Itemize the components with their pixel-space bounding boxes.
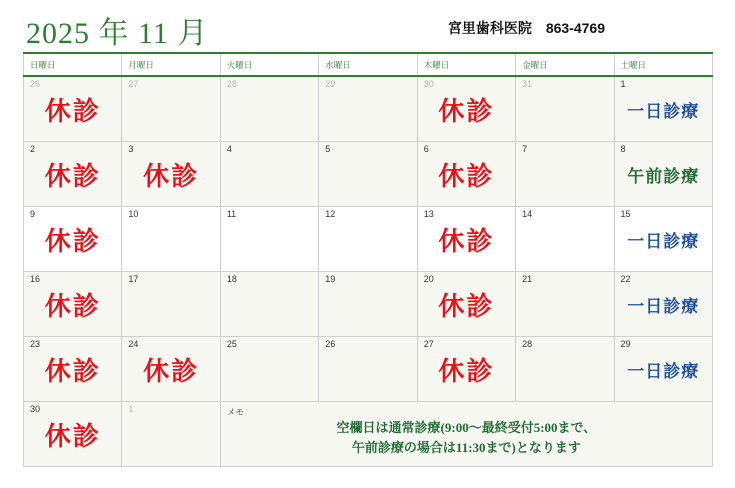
day-status-closed: 休診 xyxy=(44,227,101,256)
calendar-day-cell[interactable] xyxy=(220,142,318,207)
day-number: 23 xyxy=(30,339,41,349)
day-status-closed: 休診 xyxy=(44,357,101,386)
day-status-closed: 休診 xyxy=(438,292,495,321)
day-number: 27 xyxy=(423,339,434,349)
day-number: 28 xyxy=(522,339,533,349)
day-number: 5 xyxy=(325,144,331,154)
calendar-day-cell[interactable] xyxy=(319,207,417,272)
day-number: 10 xyxy=(128,209,139,219)
day-number: 16 xyxy=(30,274,41,284)
calendar-day-cell[interactable] xyxy=(220,272,318,337)
day-number: 11 xyxy=(226,209,237,219)
calendar-day-cell[interactable] xyxy=(122,207,220,272)
day-number: 26 xyxy=(325,339,336,349)
calendar-week-row-last xyxy=(24,402,713,467)
day-number: 30 xyxy=(30,404,41,414)
calendar-week-row xyxy=(24,142,713,207)
calendar-day-cell[interactable] xyxy=(319,337,417,402)
page-title: 2025 年 11 月 xyxy=(26,17,209,50)
calendar-day-cell[interactable] xyxy=(417,272,515,337)
calendar-day-cell[interactable] xyxy=(417,207,515,272)
calendar-day-cell[interactable] xyxy=(417,337,515,402)
weekday-header-friday: 金曜日 xyxy=(516,53,614,76)
calendar-day-cell[interactable] xyxy=(24,207,122,272)
calendar-week-row xyxy=(24,76,713,142)
weekday-header-saturday: 土曜日 xyxy=(614,53,712,76)
calendar-week-row xyxy=(24,207,713,272)
calendar-day-cell[interactable] xyxy=(220,337,318,402)
day-number: 26 xyxy=(30,79,41,89)
day-status-closed: 休診 xyxy=(438,227,495,256)
day-number: 31 xyxy=(522,79,533,89)
calendar-day-cell[interactable] xyxy=(614,337,712,402)
calendar-day-cell[interactable] xyxy=(614,207,712,272)
day-number: 27 xyxy=(128,79,139,89)
calendar-day-cell[interactable] xyxy=(220,76,318,142)
day-status-closed: 休診 xyxy=(438,162,495,191)
calendar-day-cell[interactable] xyxy=(122,142,220,207)
hours-note xyxy=(221,418,712,458)
weekday-header-thursday: 木曜日 xyxy=(417,53,515,76)
calendar-day-cell[interactable] xyxy=(24,272,122,337)
day-status-fullday: 一日診療 xyxy=(627,362,700,381)
day-number: 21 xyxy=(522,274,533,284)
calendar-day-cell[interactable] xyxy=(417,76,515,142)
calendar-day-cell[interactable] xyxy=(220,207,318,272)
calendar-day-cell[interactable] xyxy=(122,337,220,402)
calendar-day-cell[interactable] xyxy=(319,142,417,207)
day-number: 15 xyxy=(620,209,631,219)
day-number: 29 xyxy=(325,79,336,89)
day-status-closed: 休診 xyxy=(44,292,101,321)
calendar-day-cell[interactable] xyxy=(417,142,515,207)
calendar-table xyxy=(23,52,713,467)
weekday-header-tuesday: 火曜日 xyxy=(220,53,318,76)
day-status-closed: 休診 xyxy=(44,162,101,191)
calendar-day-cell[interactable] xyxy=(614,76,712,142)
day-status-fullday: 一日診療 xyxy=(627,102,700,121)
day-number: 14 xyxy=(522,209,533,219)
page-header xyxy=(0,0,735,52)
day-number: 19 xyxy=(325,274,336,284)
calendar-day-cell[interactable] xyxy=(516,207,614,272)
calendar-day-cell[interactable] xyxy=(516,272,614,337)
weekday-header-row xyxy=(24,53,713,76)
hours-note-line2: 午前診療の場合は11:30まで)となります xyxy=(351,440,581,455)
day-number: 18 xyxy=(226,274,237,284)
day-status-closed: 休診 xyxy=(143,357,200,386)
memo-label: メモ xyxy=(226,407,244,417)
calendar-day-cell[interactable] xyxy=(122,76,220,142)
day-status-closed: 休診 xyxy=(44,422,101,451)
day-number: 8 xyxy=(620,144,626,154)
day-number: 30 xyxy=(423,79,434,89)
clinic-info: 宮里歯科医院 863-4769 xyxy=(447,20,605,36)
day-status-closed: 休診 xyxy=(44,97,101,126)
calendar-day-cell[interactable] xyxy=(516,142,614,207)
calendar-day-cell[interactable] xyxy=(122,272,220,337)
day-number: 29 xyxy=(620,339,631,349)
calendar-day-cell[interactable] xyxy=(319,272,417,337)
day-status-closed: 休診 xyxy=(438,357,495,386)
day-number: 9 xyxy=(30,209,36,219)
day-number: 1 xyxy=(620,79,626,89)
calendar-week-row xyxy=(24,337,713,402)
calendar-day-cell[interactable] xyxy=(24,402,122,467)
day-status-fullday: 一日診療 xyxy=(627,297,700,316)
day-number: 22 xyxy=(620,274,631,284)
day-status-morning: 午前診療 xyxy=(627,167,700,186)
day-number: 12 xyxy=(325,209,336,219)
day-number: 20 xyxy=(423,274,434,284)
day-status-fullday: 一日診療 xyxy=(627,232,700,251)
day-number: 17 xyxy=(128,274,139,284)
day-status-closed: 休診 xyxy=(143,162,200,191)
calendar-day-cell[interactable] xyxy=(614,142,712,207)
day-number: 13 xyxy=(423,209,434,219)
day-number: 3 xyxy=(128,144,134,154)
day-number: 7 xyxy=(522,144,528,154)
calendar-day-cell[interactable] xyxy=(319,76,417,142)
day-status-closed: 休診 xyxy=(438,97,495,126)
calendar-body xyxy=(24,76,713,467)
calendar-day-cell[interactable] xyxy=(24,76,122,142)
day-number: 24 xyxy=(128,339,139,349)
calendar-day-cell[interactable] xyxy=(24,142,122,207)
day-number: 28 xyxy=(226,79,237,89)
calendar-day-cell[interactable] xyxy=(24,337,122,402)
memo-cell[interactable] xyxy=(220,402,712,467)
calendar-day-cell[interactable] xyxy=(614,272,712,337)
weekday-header-sunday: 日曜日 xyxy=(24,53,122,76)
day-number: 4 xyxy=(226,144,232,154)
weekday-header-wednesday: 水曜日 xyxy=(319,53,417,76)
weekday-header-monday: 月曜日 xyxy=(122,53,220,76)
calendar-week-row xyxy=(24,272,713,337)
calendar-day-cell[interactable] xyxy=(516,76,614,142)
day-number: 1 xyxy=(128,404,134,414)
day-number: 25 xyxy=(226,339,237,349)
day-number: 6 xyxy=(423,144,429,154)
hours-note-line1: 空欄日は通常診療(9:00〜最終受付5:00まで、 xyxy=(336,420,597,435)
calendar-day-cell[interactable] xyxy=(122,402,220,467)
day-number: 2 xyxy=(30,144,36,154)
calendar-day-cell[interactable] xyxy=(516,337,614,402)
